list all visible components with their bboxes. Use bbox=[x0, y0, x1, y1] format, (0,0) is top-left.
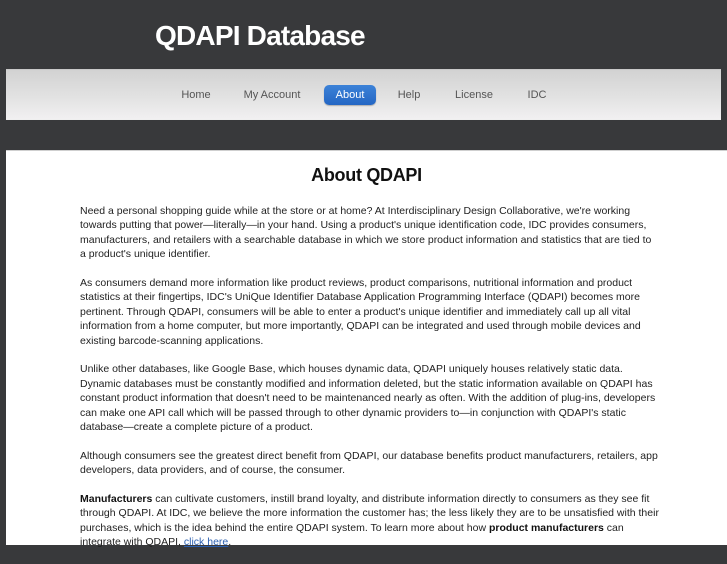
paragraph-intro: Need a personal shopping guide while at the store or at home? At Interdisciplinary Design Collaborative, we're working towards putting that power—literally—in your hand. Using a product's unique identification code, IDC provides consumers, manufacturers, and retailers with a searchable database in which we store product information and statistics that are tied to a product's unique identifier. bbox=[80, 205, 652, 261]
paragraph-benefits: Although consumers see the greatest direct benefit from QDAPI, our database benefits product manufacturers, retailers, app developers, data providers, and of course, the consumer. bbox=[80, 449, 658, 477]
nav-item-help[interactable]: Help bbox=[397, 89, 421, 101]
nav-item-my-account[interactable]: My Account bbox=[243, 89, 301, 101]
paragraph-databases: Unlike other databases, like Google Base, which houses dynamic data, QDAPI uniquely houses relatively static data. Dynamic databases must be constantly modified and information deleted, but the static information available on QDAPI has constant product information that doesn't need to be maintenanced nearly as often. With the addition of plug-ins, developers can make one API call which will be passed through to other dynamic providers to—in conjunction with QDAPI's static database—create a complete picture of a product. bbox=[80, 363, 656, 434]
site-title: QDAPI Database bbox=[155, 20, 365, 51]
paragraph-manufacturers bbox=[80, 492, 660, 550]
paragraph-consumers: As consumers demand more information like product reviews, product comparisons, nutritional information and product statistics at their fingertips, IDC's UniQue Identifier Database Application Programming Interface (QDAPI) becomes more pertinent. Through QDAPI, consumers will be able to enter a product's unique identifier and immediately call up all vital information from a home computer, but more importantly, QDAPI can be integrated and used through mobile devices and existing barcode-scanning applications. bbox=[80, 277, 641, 347]
nav-list bbox=[6, 70, 721, 119]
article-body bbox=[80, 204, 660, 564]
nav-item-home[interactable]: Home bbox=[181, 89, 211, 101]
manufacturers-text-end: . bbox=[228, 536, 232, 549]
click-here-link[interactable]: click here bbox=[183, 536, 229, 549]
manufacturers-text-a: can cultivate customers, instill brand loyalty, and distribute information directly to consumers as they see fit through QDAPI. At IDC, we believe the more information the customer has; the less likely they are to be unsatisfied with their purchases, which is the idea behind the entire QDAPI system. To learn more about how bbox=[80, 493, 659, 534]
nav-item-license[interactable]: License bbox=[455, 89, 493, 101]
main-navigation bbox=[6, 69, 721, 120]
page-title: About QDAPI bbox=[311, 165, 422, 185]
site-header bbox=[0, 0, 727, 69]
nav-item-about[interactable]: About bbox=[324, 85, 376, 105]
manufacturers-heading: Manufacturers bbox=[80, 493, 153, 506]
manufacturers-text-b: can integrate with QDAPI, bbox=[80, 521, 624, 549]
nav-item-idc[interactable]: IDC bbox=[527, 89, 547, 101]
product-manufacturers-emphasis: product manufacturers bbox=[488, 521, 604, 534]
content-panel bbox=[6, 150, 727, 549]
